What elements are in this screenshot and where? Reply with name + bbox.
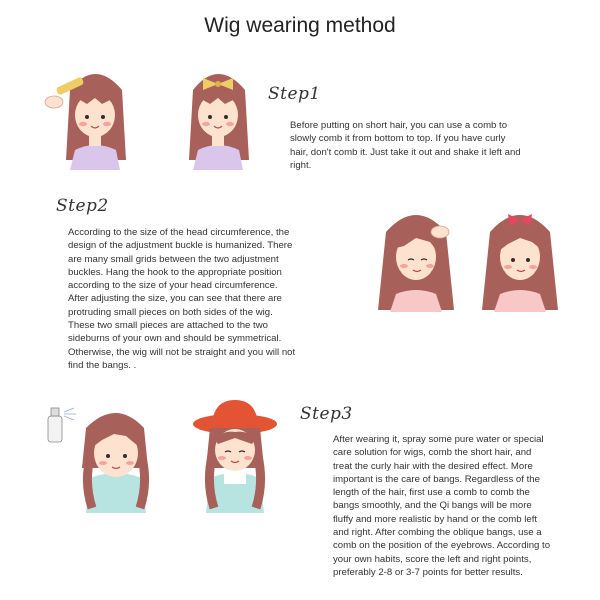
step2-label: Step2 [56,196,109,216]
step2-illustration-adjust [366,202,466,312]
step1-illustration-bow [163,60,273,170]
step3-illustration-hat [180,398,290,513]
step1-text: Before putting on short hair, you can use a comb to slowly comb it from bottom to top. If you have curly hair, don't comb it. Just take it out and shake it left and right. [290,120,521,171]
step3-text: After wearing it, spray some pure water or special care solution for wigs, comb the short hair, and treat the curly hair with the desired effect. More important is the care of bangs. Regardless of the length of the hair, first use a comb to comb the bangs smoothly, and the Qi bangs will be more fluffy and more realistic by hand or the comb left and right. After combing the oblique bangs, use a comb on the position of the eyebrows. According to your own habits, score the left and right points, preferably 2-8 or 3-7 points for better results. [333,434,551,578]
step2-text: According to the size of the head circumference, the design of the adjustment buckle is humanized. There are many small grids between the two adjustment buckles. Hang the hook to the appropriate position according to the size of your head circumference. After adjusting the size, you can see that there are protruding small pieces on both sides of the wig. These two small pieces are attached to the two sideburns of your own and should be symmetrical. Otherwise, the wig will not be straight and you will not find the bangs. . [68,227,296,371]
step2-illustration-finished [470,202,570,312]
step3-illustration-spray [46,398,166,513]
page-title: Wig wearing method [204,14,396,37]
spray-bottle-icon [48,408,76,442]
step1-illustration-combing [40,60,150,170]
step3-label: Step3 [300,404,353,424]
step1-label: Step1 [268,84,321,104]
